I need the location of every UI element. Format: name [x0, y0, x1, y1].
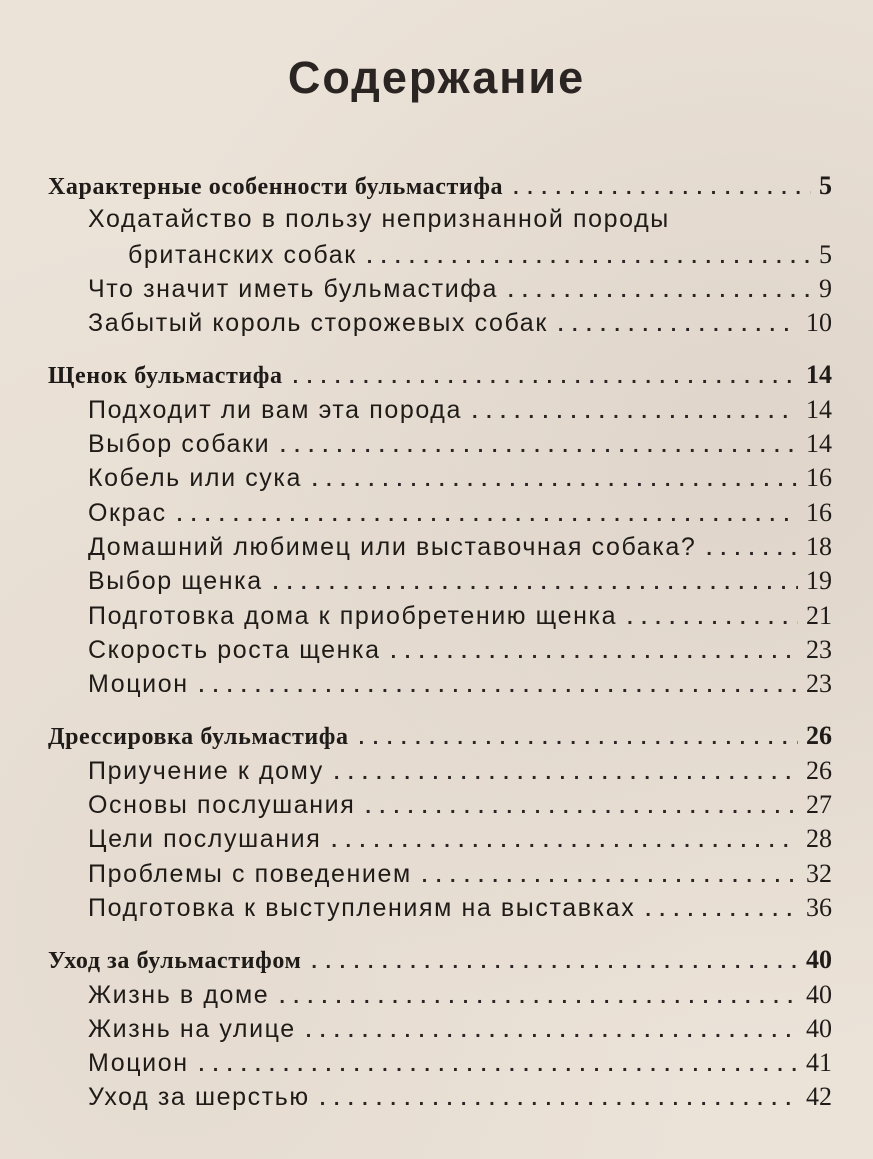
toc-page-number: 40 [806, 945, 832, 975]
toc-page-number: 9 [819, 273, 832, 303]
toc-item-title: Подходит ли вам эта порода [88, 395, 462, 424]
dot-leader [312, 469, 798, 492]
toc-page-number: 40 [806, 1013, 832, 1043]
toc-item-title: Что значит иметь бульмастифа [88, 274, 498, 303]
toc-item-title: Жизнь в доме [88, 980, 270, 1009]
dot-leader [627, 607, 798, 630]
toc-item-title: Окрас [88, 498, 167, 527]
toc-item-title: Уход за шерстью [88, 1083, 310, 1112]
toc-item-title: Основы послушания [88, 791, 356, 820]
toc-item-title: Подготовка к выступлениям на выставках [88, 893, 636, 922]
toc-page-number: 10 [806, 308, 832, 338]
toc-item [48, 308, 832, 342]
toc-item [48, 980, 832, 1014]
toc-item-title: британских собак [128, 240, 357, 269]
toc-item-title: Забытый король сторожевых собак [88, 309, 548, 338]
dot-leader [320, 1088, 798, 1111]
toc-item [48, 1048, 832, 1082]
toc-item [48, 669, 832, 703]
dot-leader [306, 1020, 798, 1043]
toc-item-title: Ходатайство в пользу непризнанной породы [88, 205, 670, 234]
toc-item [48, 395, 832, 429]
toc-page-number: 26 [806, 755, 832, 785]
dot-leader [359, 727, 798, 750]
toc-page-number: 26 [806, 721, 832, 751]
toc-item-title: Домашний любимец или выставочная собака? [88, 532, 697, 561]
toc-item [48, 824, 832, 858]
dot-leader [365, 796, 798, 819]
dot-leader [422, 865, 798, 888]
toc-item [48, 635, 832, 669]
toc-item [48, 893, 832, 927]
toc-item [48, 463, 832, 497]
toc-page-number: 36 [806, 892, 832, 922]
toc-item [48, 859, 832, 893]
toc-section [48, 360, 832, 394]
toc-page-number: 32 [806, 858, 832, 888]
toc-item-title: Выбор собаки [88, 430, 271, 459]
toc-page-number: 42 [806, 1082, 832, 1112]
toc-item-title: Приучение к дому [88, 756, 324, 785]
toc-section [48, 721, 832, 755]
toc-page-number: 5 [819, 239, 832, 269]
toc-page-number: 16 [806, 497, 832, 527]
toc-page-number: 23 [806, 669, 832, 699]
toc-page-number: 28 [806, 824, 832, 854]
toc-section-title: Щенок бульмастифа [48, 363, 283, 390]
dot-leader [293, 366, 798, 389]
toc-item [48, 240, 832, 274]
dot-leader [508, 280, 811, 303]
toc-item-title: Проблемы с поведением [88, 859, 412, 888]
toc-item-title: Выбор щенка [88, 567, 263, 596]
toc-item [48, 601, 832, 635]
toc-item [48, 429, 832, 463]
dot-leader [280, 435, 798, 458]
dot-leader [279, 986, 798, 1009]
toc-item [48, 205, 832, 239]
dot-leader [706, 538, 798, 561]
toc-item [48, 566, 832, 600]
dot-leader [367, 246, 811, 269]
dot-leader [334, 762, 798, 785]
toc-page-number: 40 [806, 979, 832, 1009]
toc-item-title: Подготовка дома к приобретению щенка [88, 601, 618, 630]
toc-item [48, 756, 832, 790]
toc-item [48, 1082, 832, 1116]
dot-leader [199, 675, 798, 698]
toc-page-number: 14 [806, 429, 832, 459]
toc-page-number: 18 [806, 531, 832, 561]
toc-item-title: Цели послушания [88, 825, 322, 854]
dot-leader [645, 899, 798, 922]
toc-page-number: 23 [806, 634, 832, 664]
toc-page-number: 41 [806, 1048, 832, 1078]
toc-item [48, 532, 832, 566]
toc-item [48, 498, 832, 532]
dot-leader [177, 504, 798, 527]
toc-page-number: 27 [806, 790, 832, 820]
dot-leader [331, 830, 798, 853]
toc-section-title: Характерные особенности бульмастифа [48, 174, 504, 200]
toc-item-title: Моцион [88, 1049, 189, 1078]
toc-item-title: Кобель или сука [88, 464, 302, 493]
toc-section-title: Уход за бульмастифом [48, 948, 302, 975]
toc-page-number: 14 [806, 360, 832, 390]
table-of-contents [48, 171, 832, 1117]
toc-item [48, 1014, 832, 1048]
dot-leader [311, 951, 798, 974]
dot-leader [391, 641, 798, 664]
toc-item [48, 790, 832, 824]
dot-leader [199, 1054, 798, 1077]
toc-item-title: Жизнь на улице [88, 1014, 296, 1043]
toc-section-title: Дрессировка бульмастифа [48, 724, 349, 751]
dot-leader [472, 401, 798, 424]
toc-page-number: 14 [806, 394, 832, 424]
toc-page-number: 5 [819, 171, 832, 200]
dot-leader [273, 572, 798, 595]
toc-section [48, 945, 832, 979]
toc-item-title: Скорость роста щенка [88, 635, 381, 664]
toc-item-title: Моцион [88, 670, 189, 699]
toc-section [48, 171, 832, 205]
toc-item [48, 274, 832, 308]
dot-leader [558, 314, 798, 337]
dot-leader [513, 177, 811, 200]
toc-page-number: 16 [806, 463, 832, 493]
page-title: Содержание [287, 52, 586, 103]
toc-page-number: 21 [806, 600, 832, 630]
toc-page-number: 19 [806, 566, 832, 596]
